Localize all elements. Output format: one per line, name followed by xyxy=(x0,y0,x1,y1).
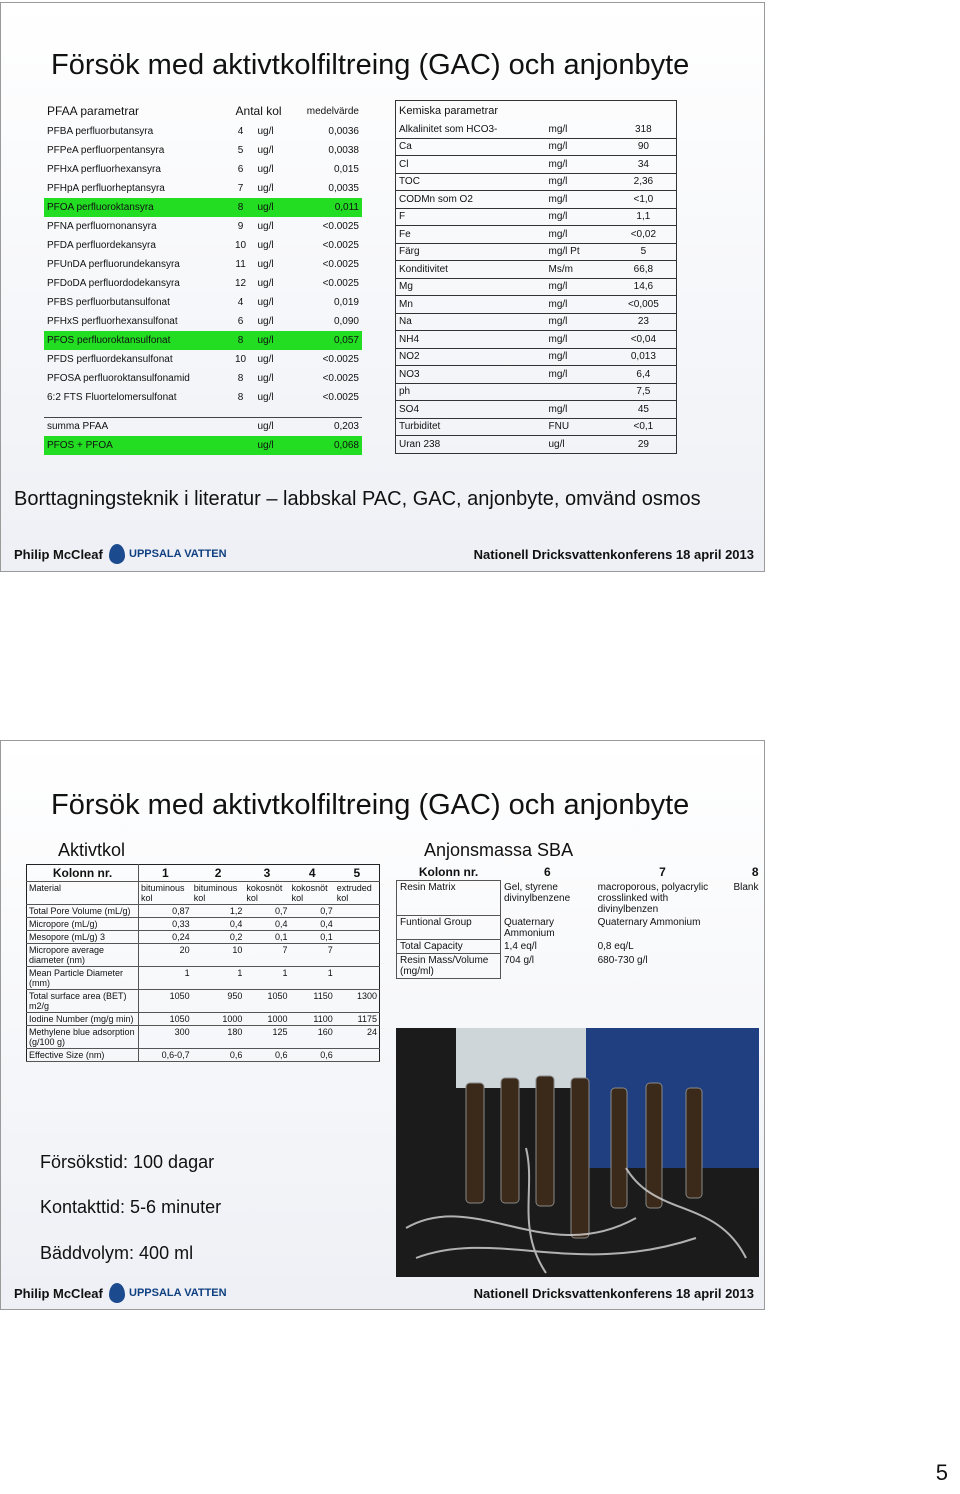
filter-columns-illustration xyxy=(396,1028,759,1280)
pfaa-value: <0.0025 xyxy=(322,240,359,251)
anj-cell: 0,8 eq/L xyxy=(597,940,634,952)
pfaa-unit: ug/l xyxy=(257,354,274,365)
akt-cell: 1 xyxy=(192,967,245,990)
pfaa-unit: ug/l xyxy=(254,198,290,217)
aktivtkol-table xyxy=(26,864,380,1062)
chem-name: NH4 xyxy=(396,331,546,349)
pfaa-count: 8 xyxy=(227,198,255,217)
info-baddvolym: Bäddvolym: 400 ml xyxy=(40,1243,194,1263)
chem-name: NO3 xyxy=(396,366,546,384)
pfaa-name: PFHxS perfluorhexansulfonat xyxy=(47,316,178,327)
akt-cell: 0,7 xyxy=(290,905,335,918)
chem-name: NO2 xyxy=(396,348,546,366)
pfaa-value: <0.0025 xyxy=(322,278,359,289)
pfaa-unit: ug/l xyxy=(257,183,274,194)
table-row xyxy=(396,278,677,296)
pfaa-unit: ug/l xyxy=(254,331,290,350)
akt-col: 4 xyxy=(290,865,335,882)
chem-val: <0,02 xyxy=(611,226,677,244)
table-row xyxy=(27,918,380,931)
table-row xyxy=(27,1049,380,1062)
akt-cell: 24 xyxy=(335,1026,380,1049)
chem-name: Alkalinitet som HCO3- xyxy=(396,121,546,139)
table-row xyxy=(44,388,362,407)
uppsala-vatten-logo xyxy=(109,1281,227,1305)
akt-cell: 1000 xyxy=(244,1013,289,1026)
akt-cell: 0,87 xyxy=(139,905,192,918)
akt-cell: 0,6 xyxy=(290,1049,335,1062)
chem-unit: mg/l xyxy=(546,313,611,331)
pfaa-name: PFBS perfluorbutansulfonat xyxy=(47,297,170,308)
chem-val: 14,6 xyxy=(611,278,677,296)
anj-cell xyxy=(730,940,761,954)
logo-text: UPPSALA VATTEN xyxy=(129,548,227,560)
table-row xyxy=(44,141,362,160)
chem-name: Na xyxy=(396,313,546,331)
pfaa-count: 5 xyxy=(237,145,244,156)
pfaa-value: 0,0038 xyxy=(328,145,359,156)
akt-cell: extruded kol xyxy=(335,882,380,905)
pfaa-unit: ug/l xyxy=(257,240,274,251)
table-row xyxy=(27,944,380,967)
table-row xyxy=(396,348,677,366)
chem-unit: mg/l xyxy=(546,138,611,156)
akt-col: 5 xyxy=(335,865,380,882)
chem-header: Kemiska parametrar xyxy=(399,104,499,117)
pfaa-count: 8 xyxy=(227,331,255,350)
table-row xyxy=(27,1013,380,1026)
pfaa-value: 0,057 xyxy=(290,331,362,350)
akt-cell: 1 xyxy=(139,967,192,990)
table-row xyxy=(396,138,677,156)
chem-name: F xyxy=(396,208,546,226)
pfaa-count: 10 xyxy=(235,354,247,365)
akt-cell: kokosnöt kol xyxy=(244,882,289,905)
chem-val: <0,005 xyxy=(611,296,677,314)
anj-cell: Gel, styrene divinylbenzene xyxy=(504,881,571,904)
pfaa-unit: ug/l xyxy=(257,126,274,137)
chem-name: Ca xyxy=(396,138,546,156)
table-row xyxy=(396,331,677,349)
pfaa-value: 0,011 xyxy=(290,198,362,217)
table-row xyxy=(44,255,362,274)
table-row xyxy=(27,990,380,1013)
table-row xyxy=(27,931,380,944)
pfaa-table xyxy=(44,100,362,455)
table-row xyxy=(396,191,677,209)
pfaa-value: <0.0025 xyxy=(322,373,359,384)
pfaa-unit: ug/l xyxy=(257,297,274,308)
akt-cell: 125 xyxy=(244,1026,289,1049)
akt-cell: 950 xyxy=(192,990,245,1013)
pfaa-value: 0,015 xyxy=(333,164,359,175)
anj-cell: Quaternary Ammonium xyxy=(597,916,701,928)
pfaa-count: 4 xyxy=(237,126,244,137)
pfaa-value: <0.0025 xyxy=(322,392,359,403)
pfaa-unit: ug/l xyxy=(257,392,274,403)
water-drop-icon xyxy=(109,544,125,564)
uppsala-vatten-logo xyxy=(109,542,227,566)
pfaa-value: 0,090 xyxy=(333,316,359,327)
akt-row-label: Mean Particle Diameter (mm) xyxy=(27,967,139,990)
anj-col-label: Kolonn nr. xyxy=(418,865,479,879)
chem-name: Mn xyxy=(396,296,546,314)
akt-cell: 0,4 xyxy=(244,918,289,931)
table-row xyxy=(44,274,362,293)
chem-unit: mg/l xyxy=(546,191,611,209)
akt-cell: 1050 xyxy=(244,990,289,1013)
anj-row-label: Resin Matrix xyxy=(397,881,501,916)
pfaa-name: PFNA perfluornonansyra xyxy=(47,221,157,232)
akt-cell: 0,6-0,7 xyxy=(139,1049,192,1062)
pfaa-value: 0,0036 xyxy=(328,126,359,137)
chem-val: 66,8 xyxy=(611,261,677,279)
table-row xyxy=(397,916,762,940)
filter-columns-photo xyxy=(396,1028,759,1280)
pfaa-unit: ug/l xyxy=(257,373,274,384)
table-row xyxy=(397,954,762,979)
table-row xyxy=(44,160,362,179)
chem-val: <0,1 xyxy=(611,418,677,436)
akt-cell: 1050 xyxy=(139,990,192,1013)
conference-name: Nationell Dricksvattenkonferens 18 april 2013 xyxy=(473,1286,754,1301)
table-row xyxy=(396,208,677,226)
pfaa-unit: ug/l xyxy=(257,221,274,232)
table-row xyxy=(396,156,677,174)
table-row xyxy=(44,293,362,312)
chem-val: 0,013 xyxy=(611,348,677,366)
chem-name: Mg xyxy=(396,278,546,296)
chem-unit: FNU xyxy=(546,418,611,436)
chem-name: SO4 xyxy=(396,401,546,419)
akt-col: 2 xyxy=(192,865,245,882)
chem-unit: mg/l xyxy=(546,401,611,419)
akt-col: 1 xyxy=(139,865,192,882)
chem-unit: mg/l xyxy=(546,121,611,139)
water-drop-icon xyxy=(109,1283,125,1303)
akt-row-label: Total Pore Volume (mL/g) xyxy=(27,905,139,918)
akt-cell: bituminous kol xyxy=(192,882,245,905)
akt-row-label: Material xyxy=(27,882,139,905)
info-kontakttid: Kontakttid: 5-6 minuter xyxy=(40,1197,222,1217)
akt-cell: 0,6 xyxy=(244,1049,289,1062)
pfaa-col-mean: medelvärde xyxy=(306,105,359,117)
table-row xyxy=(44,350,362,369)
table-row xyxy=(44,179,362,198)
akt-cell xyxy=(335,967,380,990)
akt-cell: 1050 xyxy=(139,1013,192,1026)
chem-name: Konditivitet xyxy=(396,261,546,279)
chem-unit: mg/l xyxy=(546,366,611,384)
pfaa-value: <0.0025 xyxy=(322,354,359,365)
akt-cell xyxy=(335,905,380,918)
akt-cell: 0,6 xyxy=(192,1049,245,1062)
pfaa-count: 4 xyxy=(237,297,244,308)
chem-name: ph xyxy=(396,383,546,401)
pfaa-unit: ug/l xyxy=(257,259,274,270)
pfos-pfoa-unit: ug/l xyxy=(254,436,290,455)
anj-col: 6 xyxy=(543,865,551,879)
pfaa-name: PFPeA perfluorpentansyra xyxy=(47,145,165,156)
akt-cell: 7 xyxy=(244,944,289,967)
akt-cell: 20 xyxy=(139,944,192,967)
anj-cell: macroporous, polyacrylic crosslinked with divinylbenzen xyxy=(597,881,709,915)
pfaa-name: PFOA perfluoroktansyra xyxy=(44,198,227,217)
akt-cell xyxy=(335,1049,380,1062)
pfaa-name: 6:2 FTS Fluortelomersulfonat xyxy=(47,392,177,403)
table-row xyxy=(396,383,677,401)
summa-unit: ug/l xyxy=(254,417,290,436)
table-row xyxy=(396,313,677,331)
akt-cell: bituminous kol xyxy=(139,882,192,905)
chem-name: TOC xyxy=(396,173,546,191)
pfaa-unit: ug/l xyxy=(257,145,274,156)
chem-unit xyxy=(546,383,611,401)
presenter-name: Philip McCleaf xyxy=(14,1286,103,1301)
pfaa-name: PFBA perfluorbutansyra xyxy=(47,126,154,137)
table-row xyxy=(397,940,762,954)
akt-row-label: Micropore (mL/g) xyxy=(27,918,139,931)
pfaa-name: PFOSA perfluoroktansulfonamid xyxy=(47,373,190,384)
table-row xyxy=(44,369,362,388)
akt-row-label: Mesopore (mL/g) 3 xyxy=(27,931,139,944)
chem-val: 29 xyxy=(611,436,677,454)
table-row xyxy=(27,967,380,990)
table-row xyxy=(44,122,362,141)
pfaa-value: 0,0035 xyxy=(328,183,359,194)
anj-cell: 1,4 eq/l xyxy=(504,940,537,952)
table-row xyxy=(44,217,362,236)
chem-val: 34 xyxy=(611,156,677,174)
pfaa-name: PFHxA perfluorhexansyra xyxy=(47,164,161,175)
technique-text: Borttagningsteknik i literatur – labbskal PAC, GAC, anjonbyte, omvänd osmos xyxy=(14,488,701,510)
pfaa-name: PFDoDA perfluordodekansyra xyxy=(47,278,180,289)
chem-name: CODMn som O2 xyxy=(396,191,546,209)
pfaa-unit: ug/l xyxy=(257,164,274,175)
table-row xyxy=(396,121,677,139)
slide-title: Försök med aktivtkolfiltreing (GAC) och anjonbyte xyxy=(51,789,690,821)
pfaa-count: 9 xyxy=(237,221,244,232)
table-row xyxy=(397,881,762,916)
anj-cell xyxy=(730,954,761,979)
akt-cell: 1100 xyxy=(290,1013,335,1026)
chem-val: 6,4 xyxy=(611,366,677,384)
chem-unit: mg/l Pt xyxy=(546,243,611,261)
presenter-name: Philip McCleaf xyxy=(14,547,103,562)
page-number: 5 xyxy=(935,1460,948,1485)
table-row xyxy=(396,418,677,436)
pfaa-name: PFOS perfluoroktansulfonat xyxy=(44,331,227,350)
akt-row-label: Effective Size (nm) xyxy=(27,1049,139,1062)
aktivtkol-heading: Aktivtkol xyxy=(58,840,126,860)
summa-value: 0,203 xyxy=(290,417,362,436)
akt-cell: 1,2 xyxy=(192,905,245,918)
chem-unit: mg/l xyxy=(546,156,611,174)
akt-row-label: Methylene blue adsorption (g/100 g) xyxy=(27,1026,139,1049)
table-row xyxy=(396,366,677,384)
akt-cell: 0,24 xyxy=(139,931,192,944)
anj-cell: Quaternary Ammonium xyxy=(504,916,555,939)
chem-unit: mg/l xyxy=(546,208,611,226)
chem-name: Cl xyxy=(396,156,546,174)
akt-cell: 0,4 xyxy=(290,918,335,931)
table-row xyxy=(396,226,677,244)
chem-unit: mg/l xyxy=(546,278,611,296)
chem-unit: mg/l xyxy=(546,348,611,366)
chem-unit: mg/l xyxy=(546,296,611,314)
pfaa-count: 8 xyxy=(237,373,244,384)
pfaa-name: PFDA perfluordekansyra xyxy=(47,240,156,251)
akt-cell: 1000 xyxy=(192,1013,245,1026)
chem-val: 1,1 xyxy=(611,208,677,226)
akt-cell: 0,7 xyxy=(244,905,289,918)
anj-row-label: Total Capacity xyxy=(397,940,501,954)
akt-row-label: Iodine Number (mg/g min) xyxy=(27,1013,139,1026)
akt-cell xyxy=(335,918,380,931)
akt-cell: 0,1 xyxy=(244,931,289,944)
pfaa-count: 10 xyxy=(235,240,247,251)
chem-table xyxy=(395,100,677,454)
summa-row xyxy=(44,417,362,436)
slide-title: Försök med aktivtkolfiltreing (GAC) och anjonbyte xyxy=(51,49,690,81)
pfaa-count: 6 xyxy=(237,316,244,327)
footer-1 xyxy=(1,538,764,570)
pfos-pfoa-row xyxy=(44,436,362,455)
table-row xyxy=(396,296,677,314)
table-row xyxy=(44,312,362,331)
chem-val: 7,5 xyxy=(611,383,677,401)
conference-name: Nationell Dricksvattenkonferens 18 april 2013 xyxy=(473,547,754,562)
chem-val: 5 xyxy=(611,243,677,261)
chem-val: 2,36 xyxy=(611,173,677,191)
akt-cell: 1300 xyxy=(335,990,380,1013)
pfaa-count: 12 xyxy=(235,278,247,289)
table-row-highlight xyxy=(44,198,362,217)
akt-cell: 300 xyxy=(139,1026,192,1049)
akt-cell: 1 xyxy=(290,967,335,990)
anj-row-label: Funtional Group xyxy=(397,916,501,940)
anj-cell: 680-730 g/l xyxy=(597,954,648,966)
chem-val: 90 xyxy=(611,138,677,156)
akt-cell: 160 xyxy=(290,1026,335,1049)
pfaa-count: 8 xyxy=(237,392,244,403)
table-row xyxy=(396,261,677,279)
anj-col: 8 xyxy=(751,865,759,879)
akt-col-label: Kolonn nr. xyxy=(27,865,139,882)
pfos-pfoa-value: 0,068 xyxy=(290,436,362,455)
anj-col: 7 xyxy=(659,865,666,879)
chem-val: <1,0 xyxy=(611,191,677,209)
anj-cell: Blank xyxy=(733,881,759,893)
chem-name: Färg xyxy=(396,243,546,261)
pfaa-unit: ug/l xyxy=(257,278,274,289)
table-row xyxy=(396,243,677,261)
akt-cell xyxy=(335,944,380,967)
anj-cell: 704 g/l xyxy=(504,954,535,966)
chem-val: <0,04 xyxy=(611,331,677,349)
table-row xyxy=(27,1026,380,1049)
pfos-pfoa-label: PFOS + PFOA xyxy=(44,436,227,455)
pfaa-value: <0.0025 xyxy=(322,259,359,270)
chem-val: 318 xyxy=(611,121,677,139)
akt-cell xyxy=(335,931,380,944)
pfaa-name: PFDS perfluordekansulfonat xyxy=(47,354,173,365)
anj-row-label: Resin Mass/Volume (mg/ml) xyxy=(397,954,501,979)
akt-row-label: Micropore average diameter (nm) xyxy=(27,944,139,967)
akt-cell: 1150 xyxy=(290,990,335,1013)
chem-val: 23 xyxy=(611,313,677,331)
table-row xyxy=(396,173,677,191)
chem-name: Uran 238 xyxy=(396,436,546,454)
table-row xyxy=(396,436,677,454)
akt-cell: 1 xyxy=(244,967,289,990)
summa-label: summa PFAA xyxy=(44,417,227,436)
akt-cell: 0,33 xyxy=(139,918,192,931)
chem-name: Turbiditet xyxy=(396,418,546,436)
akt-cell: 0,2 xyxy=(192,931,245,944)
logo-text: UPPSALA VATTEN xyxy=(129,1287,227,1299)
anjon-heading: Anjonsmassa SBA xyxy=(424,840,574,860)
pfaa-count: 7 xyxy=(237,183,244,194)
akt-cell: 180 xyxy=(192,1026,245,1049)
anj-cell xyxy=(730,916,761,940)
table-row xyxy=(396,401,677,419)
akt-cell: 0,4 xyxy=(192,918,245,931)
chem-unit: mg/l xyxy=(546,173,611,191)
info-forsokstid: Försökstid: 100 dagar xyxy=(40,1152,215,1172)
table-row xyxy=(27,882,380,905)
chem-val: 45 xyxy=(611,401,677,419)
pfaa-col-param: PFAA parametrar xyxy=(47,104,140,118)
pfaa-col-count: Antal kol xyxy=(235,104,282,118)
akt-cell: 10 xyxy=(192,944,245,967)
pfaa-unit: ug/l xyxy=(257,316,274,327)
chem-name: Fe xyxy=(396,226,546,244)
akt-col: 3 xyxy=(244,865,289,882)
chem-unit: Ms/m xyxy=(546,261,611,279)
akt-row-label: Total surface area (BET) m2/g xyxy=(27,990,139,1013)
pfaa-count: 11 xyxy=(235,259,246,270)
chem-unit: mg/l xyxy=(546,226,611,244)
pfaa-name: PFHpA perfluorheptansyra xyxy=(47,183,165,194)
table-row-highlight xyxy=(44,331,362,350)
akt-cell: kokosnöt kol xyxy=(290,882,335,905)
akt-cell: 0,1 xyxy=(290,931,335,944)
anjon-table xyxy=(396,864,762,979)
table-row xyxy=(27,905,380,918)
akt-cell: 1175 xyxy=(335,1013,380,1026)
pfaa-value: <0.0025 xyxy=(322,221,359,232)
table-row xyxy=(44,236,362,255)
akt-cell: 7 xyxy=(290,944,335,967)
pfaa-count: 6 xyxy=(237,164,244,175)
pfaa-value: 0,019 xyxy=(333,297,359,308)
chem-unit: mg/l xyxy=(546,331,611,349)
pfaa-name: PFUnDA perfluorundekansyra xyxy=(47,259,180,270)
footer-2 xyxy=(1,1277,764,1309)
chem-unit: ug/l xyxy=(546,436,611,454)
